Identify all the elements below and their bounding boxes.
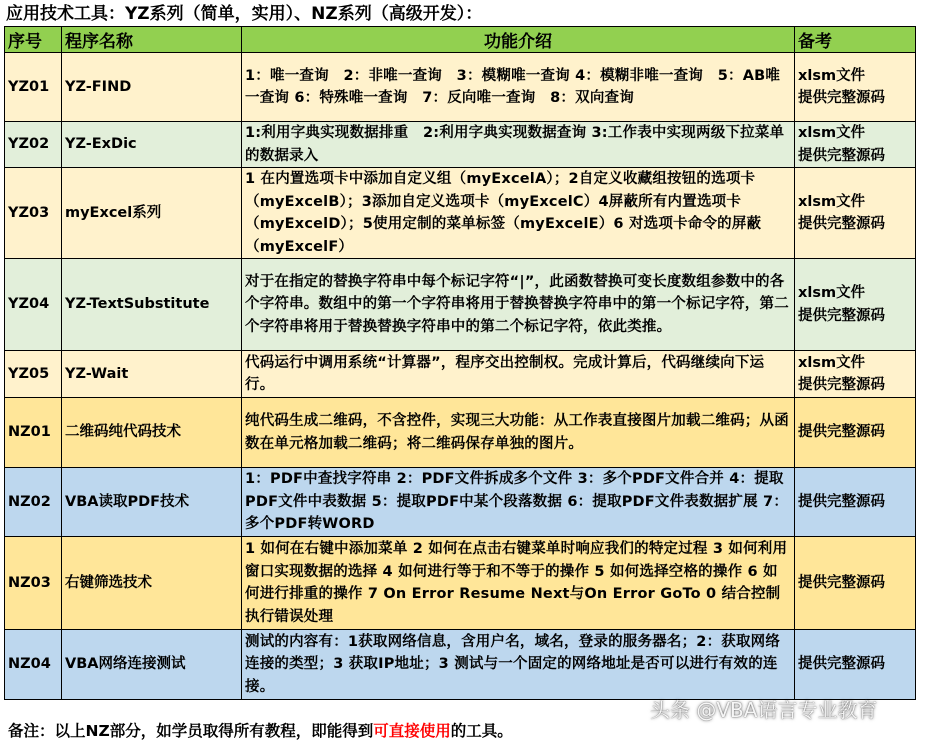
program-name-cell: YZ-ExDic (62, 122, 242, 168)
remark-line: xlsm文件 (798, 193, 866, 210)
remarks-cell (795, 168, 916, 259)
remark-line: xlsm文件 (798, 125, 866, 141)
footer-note (8, 721, 513, 741)
remarks-cell (795, 630, 916, 700)
row-number-cell: NZ01 (5, 398, 62, 468)
description-cell: 1:利用字典实现数据排重 2:利用字典实现数据查询 3:工作表中实现两级下拉菜单的数据录入 (242, 122, 795, 168)
column-header-number: 序号 (5, 27, 62, 53)
column-header-description: 功能介绍 (242, 27, 795, 53)
table-row (5, 168, 916, 259)
tools-table (4, 26, 916, 700)
description-cell: 纯代码生成二维码，不含控件，实现三大功能：从工作表直接图片加载二维码；从函数在单元格加载二维码；将二维码保存单独的图片。 (242, 398, 795, 468)
description-cell: 1：唯一查询 2：非唯一查询 3：模糊唯一查询 4：模糊非唯一查询 5：AB唯一查询 6：特殊唯一查询 7：反向唯一查询 8：双向查询 (242, 53, 795, 122)
description-cell: 对于在指定的替换字符串中每个标记字符“|”，此函数替换可变长度数组参数中的各个字符串。数组中的第一个字符串将用于替换替换字符串中的第一个标记字符，第二个字符串将用于替换替换字符串中的第二个标记字符，依此类推。 (242, 259, 795, 351)
row-number-cell: YZ02 (5, 122, 62, 168)
program-name-cell: VBA网络连接测试 (62, 630, 242, 700)
page-title: 应用技术工具：YZ系列（简单，实用）、NZ系列（高级开发）： (6, 4, 483, 24)
row-number-cell: YZ04 (5, 259, 62, 351)
remark-line: 提供完整源码 (798, 656, 885, 673)
table-row (5, 122, 916, 168)
row-number-cell: NZ02 (5, 468, 62, 537)
remark-line: 提供完整源码 (798, 307, 885, 324)
row-number-cell: YZ01 (5, 53, 62, 122)
program-name-cell: YZ-FIND (62, 53, 242, 122)
remark-line: xlsm文件 (798, 285, 866, 301)
remark-line: 提供完整源码 (798, 377, 885, 393)
remarks-cell (795, 537, 916, 630)
description-cell: 1 在内置选项卡中添加自定义组（myExcelA）；2自定义收藏组按钮的选项卡（myExcelB）；3添加自定义选项卡（myExcelC）4屏蔽所有内置选项卡（myExcelD）；5使用定制的菜单标签（myExcelE）6 对选项卡命令的屏蔽（myExcelF） (242, 168, 795, 259)
table-row (5, 537, 916, 630)
row-number-cell: YZ05 (5, 351, 62, 398)
remark-line: 提供完整源码 (798, 90, 885, 106)
description-cell: 1：PDF中查找字符串 2：PDF文件拆成多个文件 3：多个PDF文件合并 4：提取PDF文件中表数据 5：提取PDF中某个段落数据 6：提取PDF文件表数据扩展 7：多个PDF转WORD (242, 468, 795, 537)
remarks-cell (795, 259, 916, 351)
remark-line: 提供完整源码 (798, 493, 885, 510)
table-row (5, 259, 916, 351)
footer-note-highlight: 可直接使用 (373, 722, 451, 740)
program-name-cell: YZ-Wait (62, 351, 242, 398)
remarks-cell (795, 398, 916, 468)
table-row (5, 468, 916, 537)
table-row (5, 351, 916, 398)
remark-line: 提供完整源码 (798, 147, 885, 164)
description-cell: 测试的内容有：1获取网络信息，含用户名，域名，登录的服务器名；2：获取网络连接的类型；3 获取IP地址；3 测试与一个固定的网络地址是否可以进行有效的连接。 (242, 630, 795, 700)
table-row (5, 630, 916, 700)
table-row (5, 53, 916, 122)
table-row (5, 398, 916, 468)
program-name-cell: 右键筛选技术 (62, 537, 242, 630)
remark-line: 提供完整源码 (798, 574, 885, 591)
watermark: 头条 @VBA语言专业教育 (650, 698, 878, 722)
row-number-cell: NZ03 (5, 537, 62, 630)
description-cell: 代码运行中调用系统“计算器”，程序交出控制权。完成计算后，代码继续向下运行。 (242, 351, 795, 398)
description-cell: 1 如何在右键中添加菜单 2 如何在点击右键菜单时响应我们的特定过程 3 如何利用窗口实现数据的选择 4 如何进行等于和不等于的操作 5 如何选择空格的操作 6 如何进行排重的操作 7 On Error Resume Next与On Error GoTo 0 结合控制执行错误处理 (242, 537, 795, 630)
remarks-cell (795, 468, 916, 537)
program-name-cell: YZ-TextSubstitute (62, 259, 242, 351)
program-name-cell: myExcel系列 (62, 168, 242, 259)
program-name-cell: VBA读取PDF技术 (62, 468, 242, 537)
column-header-program-name: 程序名称 (62, 27, 242, 53)
footer-note-text: 备注：以上NZ部分，如学员取得所有教程，即能得到 (8, 722, 374, 740)
remarks-cell (795, 122, 916, 168)
program-name-cell: 二维码纯代码技术 (62, 398, 242, 468)
remark-line: xlsm文件 (798, 354, 866, 371)
row-number-cell: YZ03 (5, 168, 62, 259)
remarks-cell (795, 351, 916, 398)
remarks-cell (795, 53, 916, 122)
footer-note-tail: 的工具。 (450, 722, 513, 740)
table-header-row (5, 27, 916, 53)
remark-line: xlsm文件 (798, 67, 866, 84)
remark-line: 提供完整源码 (798, 424, 885, 441)
remark-line: 提供完整源码 (798, 216, 885, 232)
table-body (5, 53, 916, 700)
row-number-cell: NZ04 (5, 630, 62, 700)
column-header-remarks: 备考 (795, 27, 916, 53)
